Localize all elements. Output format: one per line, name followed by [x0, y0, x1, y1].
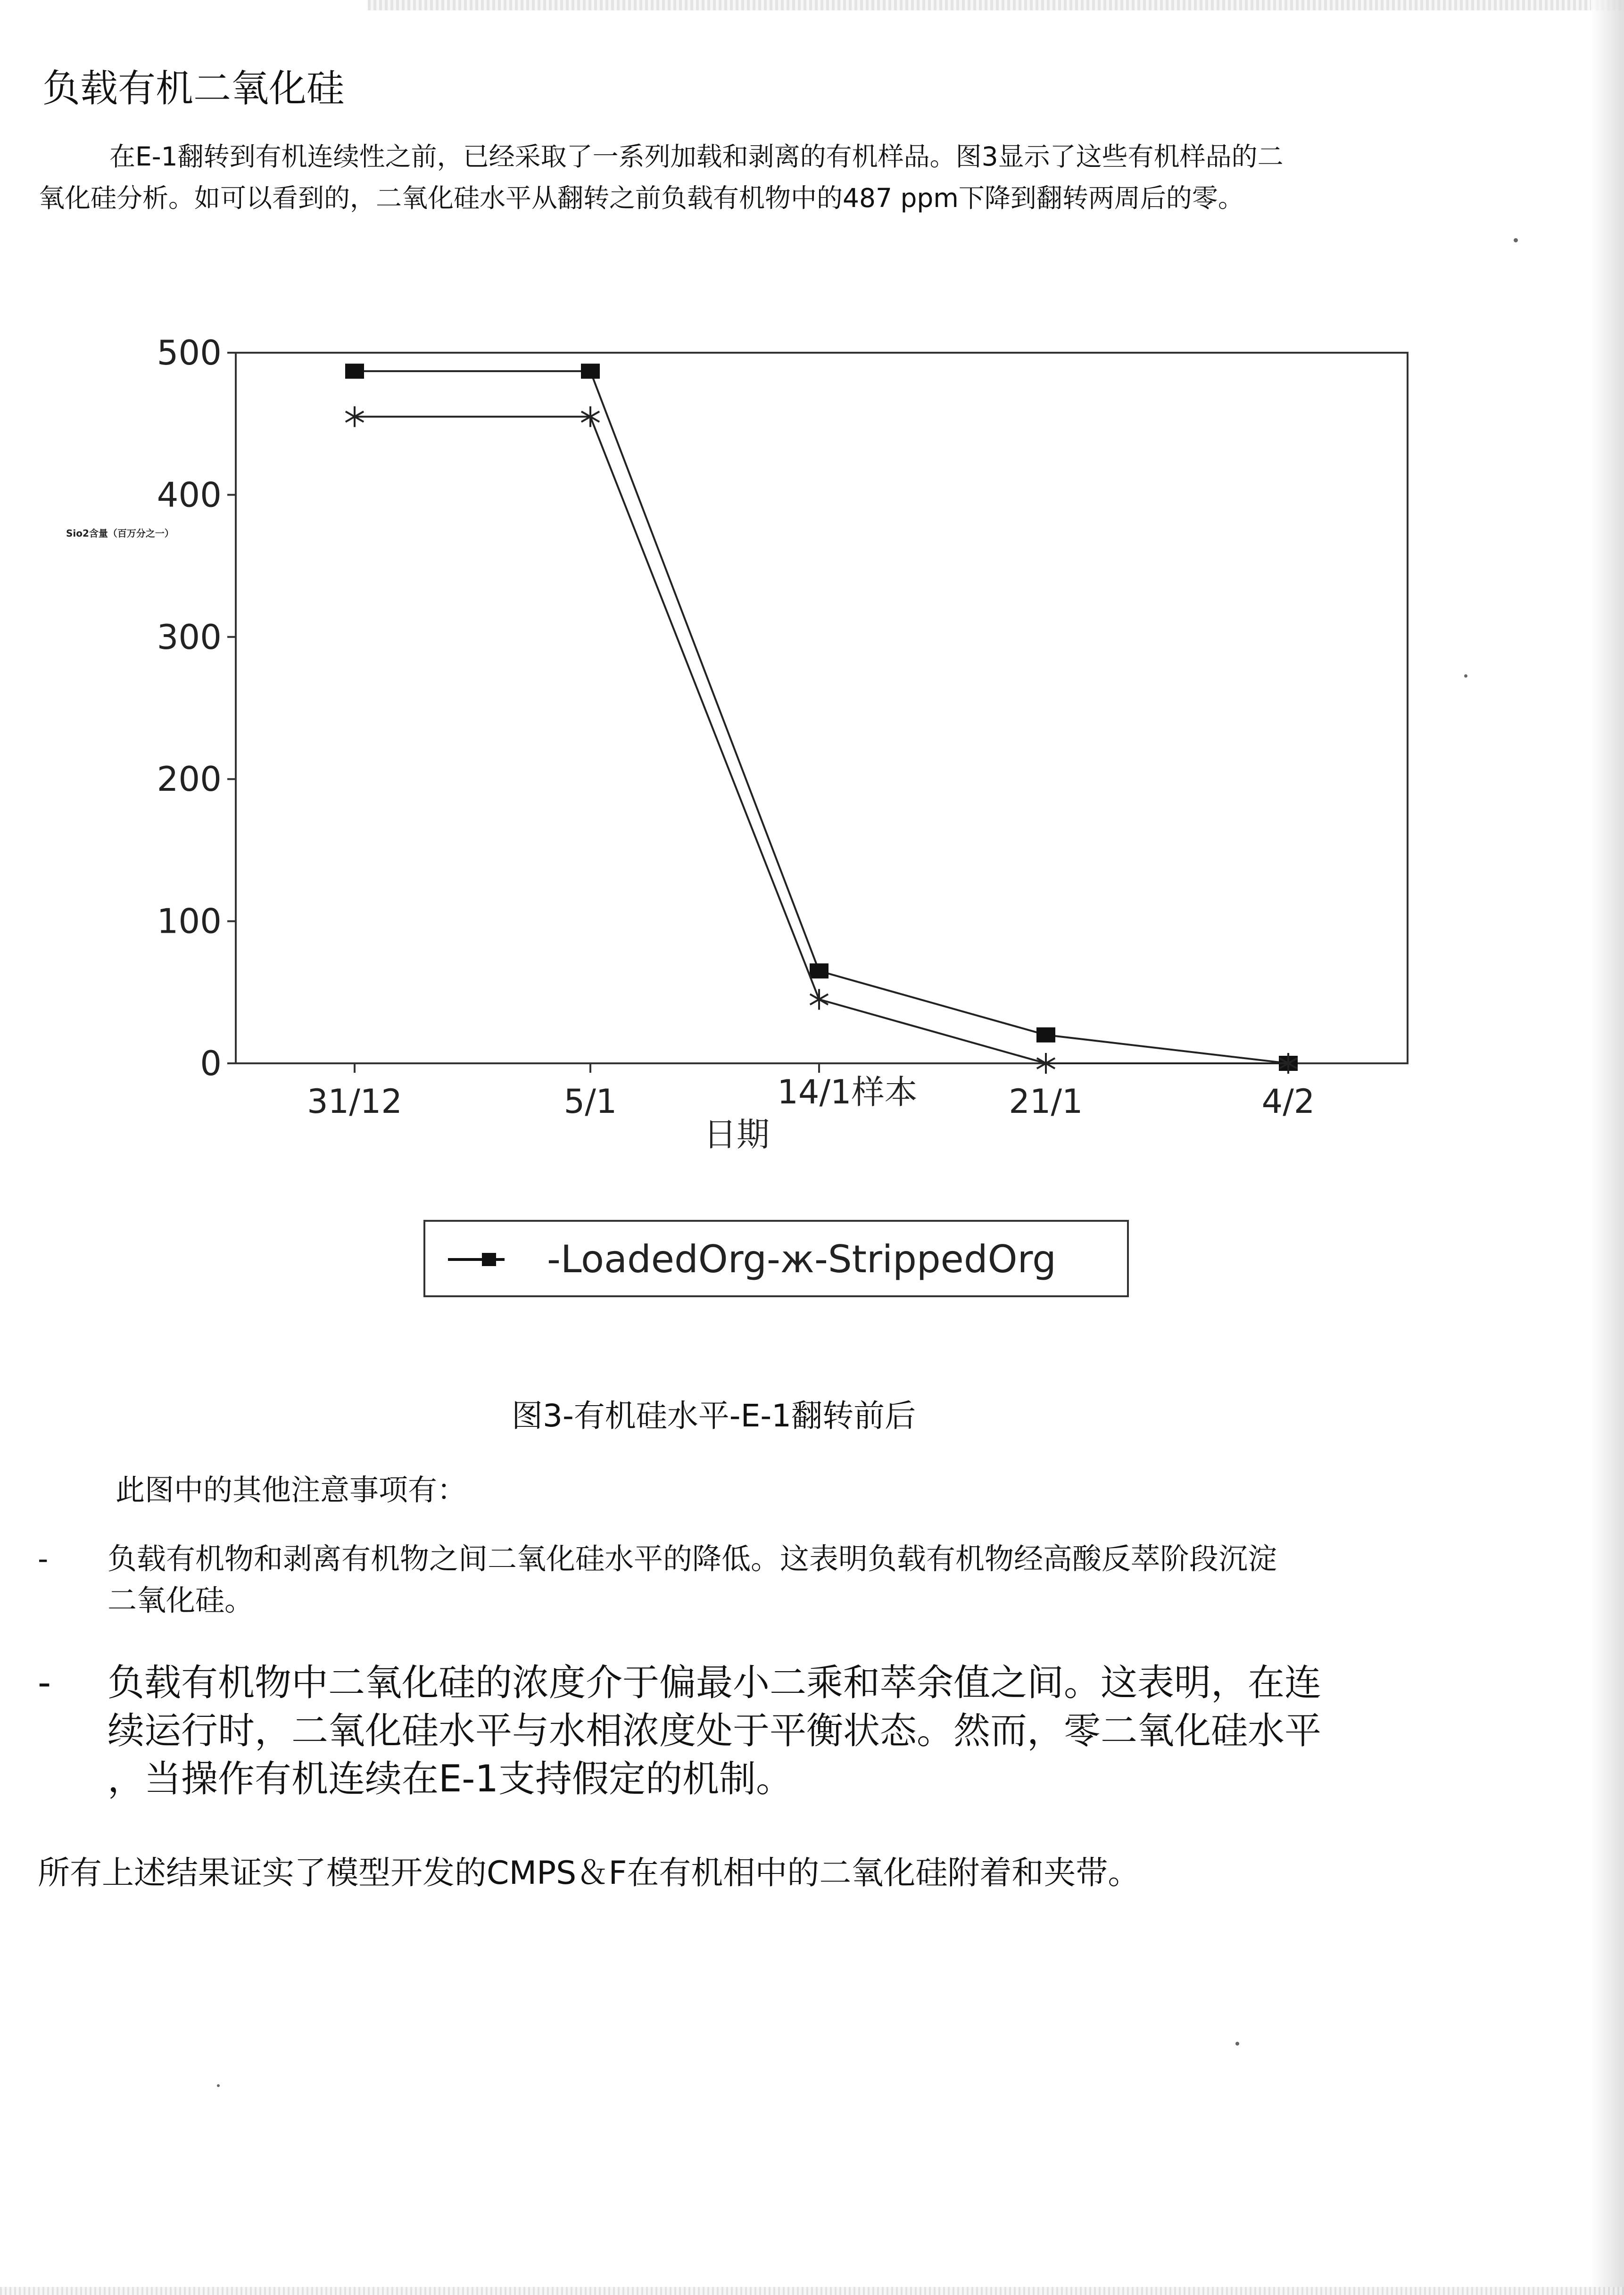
bullet-text — [108, 1538, 1277, 1621]
plot-frame — [236, 353, 1408, 1063]
figure-caption: 图3-有机硅水平-E-1翻转前后 — [512, 1398, 916, 1434]
x-tick-label: 14/1样本 — [777, 1073, 918, 1111]
loaded-point — [1036, 1027, 1055, 1043]
scan-speck — [217, 2084, 220, 2087]
scan-speck — [1514, 238, 1518, 242]
y-tick-label: 100 — [157, 901, 222, 941]
bullet-line: 续运行时，二氧化硅水平与水相浓度处于平衡状态。然而，零二氧化硅水平 — [108, 1710, 1322, 1752]
bullet-line: ，当操作有机连续在E-1支持假定的机制。 — [108, 1758, 793, 1800]
scan-edge-top — [368, 0, 1624, 10]
loaded-point — [345, 364, 364, 379]
notes-intro: 此图中的其他注意事项有： — [116, 1473, 467, 1507]
scan-speck — [1464, 674, 1467, 678]
chart-series — [345, 364, 1298, 1074]
conclusion-text: 所有上述结果证实了模型开发的CMPS＆F在有机相中的二氧化硅附着和夹带。 — [38, 1855, 1140, 1892]
chart-labels — [66, 333, 1315, 1154]
legend-loaded-line — [448, 1258, 505, 1261]
y-tick-label: 400 — [157, 475, 222, 515]
legend-label: -LoadedOrg-ж-StrippedOrg — [547, 1237, 1056, 1281]
paragraph-line: 在E-1翻转到有机连续性之前，已经采取了一系列加载和剥离的有机样品。图3显示了这些有机样品的二 — [109, 141, 1284, 172]
x-tick-label: 5/1 — [563, 1082, 617, 1121]
bullet-dash: - — [38, 1541, 49, 1576]
loaded-point — [810, 963, 829, 978]
silica-line-chart — [0, 283, 1624, 1179]
bullet-line: 二氧化硅。 — [108, 1583, 254, 1617]
x-tick-label: 4/2 — [1261, 1082, 1315, 1121]
paragraph-line: 氧化硅分析。如可以看到的，二氧化硅水平从翻转之前负载有机物中的487 ppm下降到翻转两周后的零。 — [39, 183, 1244, 213]
legend-loaded-square — [482, 1253, 496, 1266]
x-tick-label: 31/12 — [307, 1082, 402, 1121]
chart-legend — [423, 1220, 1129, 1297]
scan-speck — [1235, 2042, 1239, 2046]
intro-paragraph — [39, 136, 1472, 219]
x-tick-label: 21/1 — [1009, 1082, 1083, 1121]
y-axis-title: Sio2含量（百万分之一） — [66, 528, 174, 539]
y-tick-label: 500 — [157, 333, 222, 373]
x-axis-title: 日期 — [704, 1115, 770, 1154]
y-tick-label: 0 — [200, 1044, 222, 1083]
bullet-text — [108, 1659, 1321, 1803]
section-heading: 负载有机二氧化硅 — [42, 66, 344, 110]
y-tick-label: 200 — [157, 759, 222, 799]
bullet-line: 负载有机物和剥离有机物之间二氧化硅水平的降低。这表明负载有机物经高酸反萃阶段沉淀 — [108, 1541, 1277, 1576]
bullet-dash: - — [38, 1662, 51, 1704]
stripped-point — [810, 989, 828, 1010]
scan-edge-bottom — [0, 2287, 1624, 2295]
y-tick-label: 300 — [157, 617, 222, 657]
loaded-point — [581, 364, 600, 379]
bullet-line: 负载有机物中二氧化硅的浓度介于偏最小二乘和萃余值之间。这表明，在连 — [108, 1662, 1322, 1704]
series-line-loadedorg — [355, 371, 1288, 1063]
